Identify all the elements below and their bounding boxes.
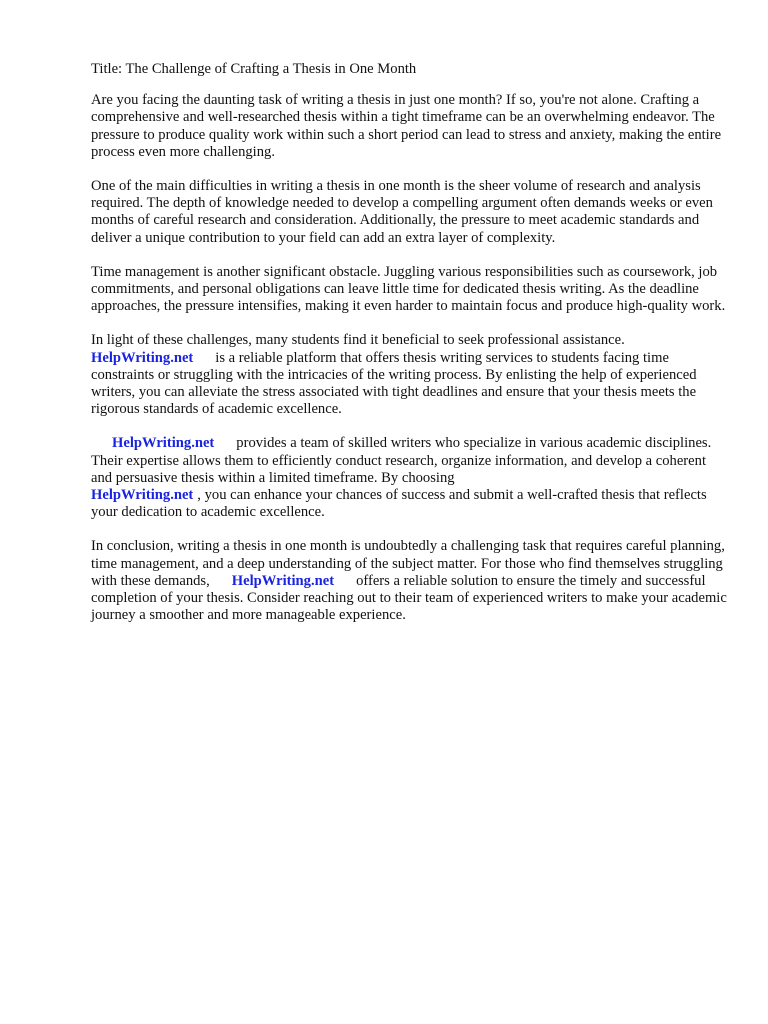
paragraph-intro: Are you facing the daunting task of writing a thesis in just one month? If so, you're not alone. Crafting a comprehensive and well-researched thesis within a tight timeframe can be an overwhelming endeavor. The pressure to produce quality work within such a short period can lead to stress and anxiety, making the entire process even more challenging. (91, 92, 722, 160)
paragraph-time-management: Time management is another significant obstacle. Juggling various responsibilities such as coursework, job commitments, and personal obligations can leave little time for dedicated thesis writing. As the deadline approaches, the pressure intensifies, making it even harder to maintain focus and produce high-quality work. (91, 263, 726, 315)
paragraph-difficulties: One of the main difficulties in writing a thesis in one month is the sheer volume of research and analysis required. The depth of knowledge needed to develop a compelling argument often demands weeks or even months of careful research and consideration. Additionally, the pressure to meet academic standards and deliver a unique contribution to your field can add an extra layer of complexity. (91, 178, 713, 246)
helpwriting-link[interactable]: HelpWriting.net (231, 572, 335, 589)
paragraph-text: In conclusion, writing a thesis in one month is undoubtedly a challenging task that requires careful planning, time management, and a deep understanding of the subject matter. For those who find themselves struggling with these demands, (91, 538, 725, 589)
paragraph-conclusion (91, 538, 727, 624)
paragraph-text: is a reliable platform that offers thesis writing services to students facing time constraints or struggling with the intricacies of the writing process. By enlisting the help of experienced writers, you can alleviate the stress associated with tight deadlines and ensure that your thesis meets the rigorous standards of academic excellence. (91, 349, 697, 418)
paragraph-text: , you can enhance your chances of success and submit a well-crafted thesis that reflects your dedication to academic excellence. (91, 487, 707, 521)
paragraph-text: In light of these challenges, many students find it beneficial to seek professional assistance. (91, 332, 625, 349)
document-title: Title: The Challenge of Crafting a Thesis in One Month (91, 61, 417, 77)
document-body (91, 61, 727, 641)
helpwriting-link[interactable]: HelpWriting.net (112, 435, 215, 452)
helpwriting-link[interactable]: HelpWriting.net (91, 487, 194, 504)
paragraph-text: provides a team of skilled writers who specialize in various academic disciplines. Their expertise allows them to efficiently conduct research, organize information, and develop a coherent and persuasive thesis within a limited timeframe. By choosing (91, 435, 712, 486)
paragraph-text: offers a reliable solution to ensure the timely and successful completion of your thesis. Consider reaching out to their team of experienced writers to make your academic journey a smoother and more manageable experience. (91, 572, 727, 624)
paragraph-team (91, 435, 727, 521)
paragraph-professional-assistance (91, 332, 727, 418)
helpwriting-link[interactable]: HelpWriting.net (91, 349, 194, 366)
